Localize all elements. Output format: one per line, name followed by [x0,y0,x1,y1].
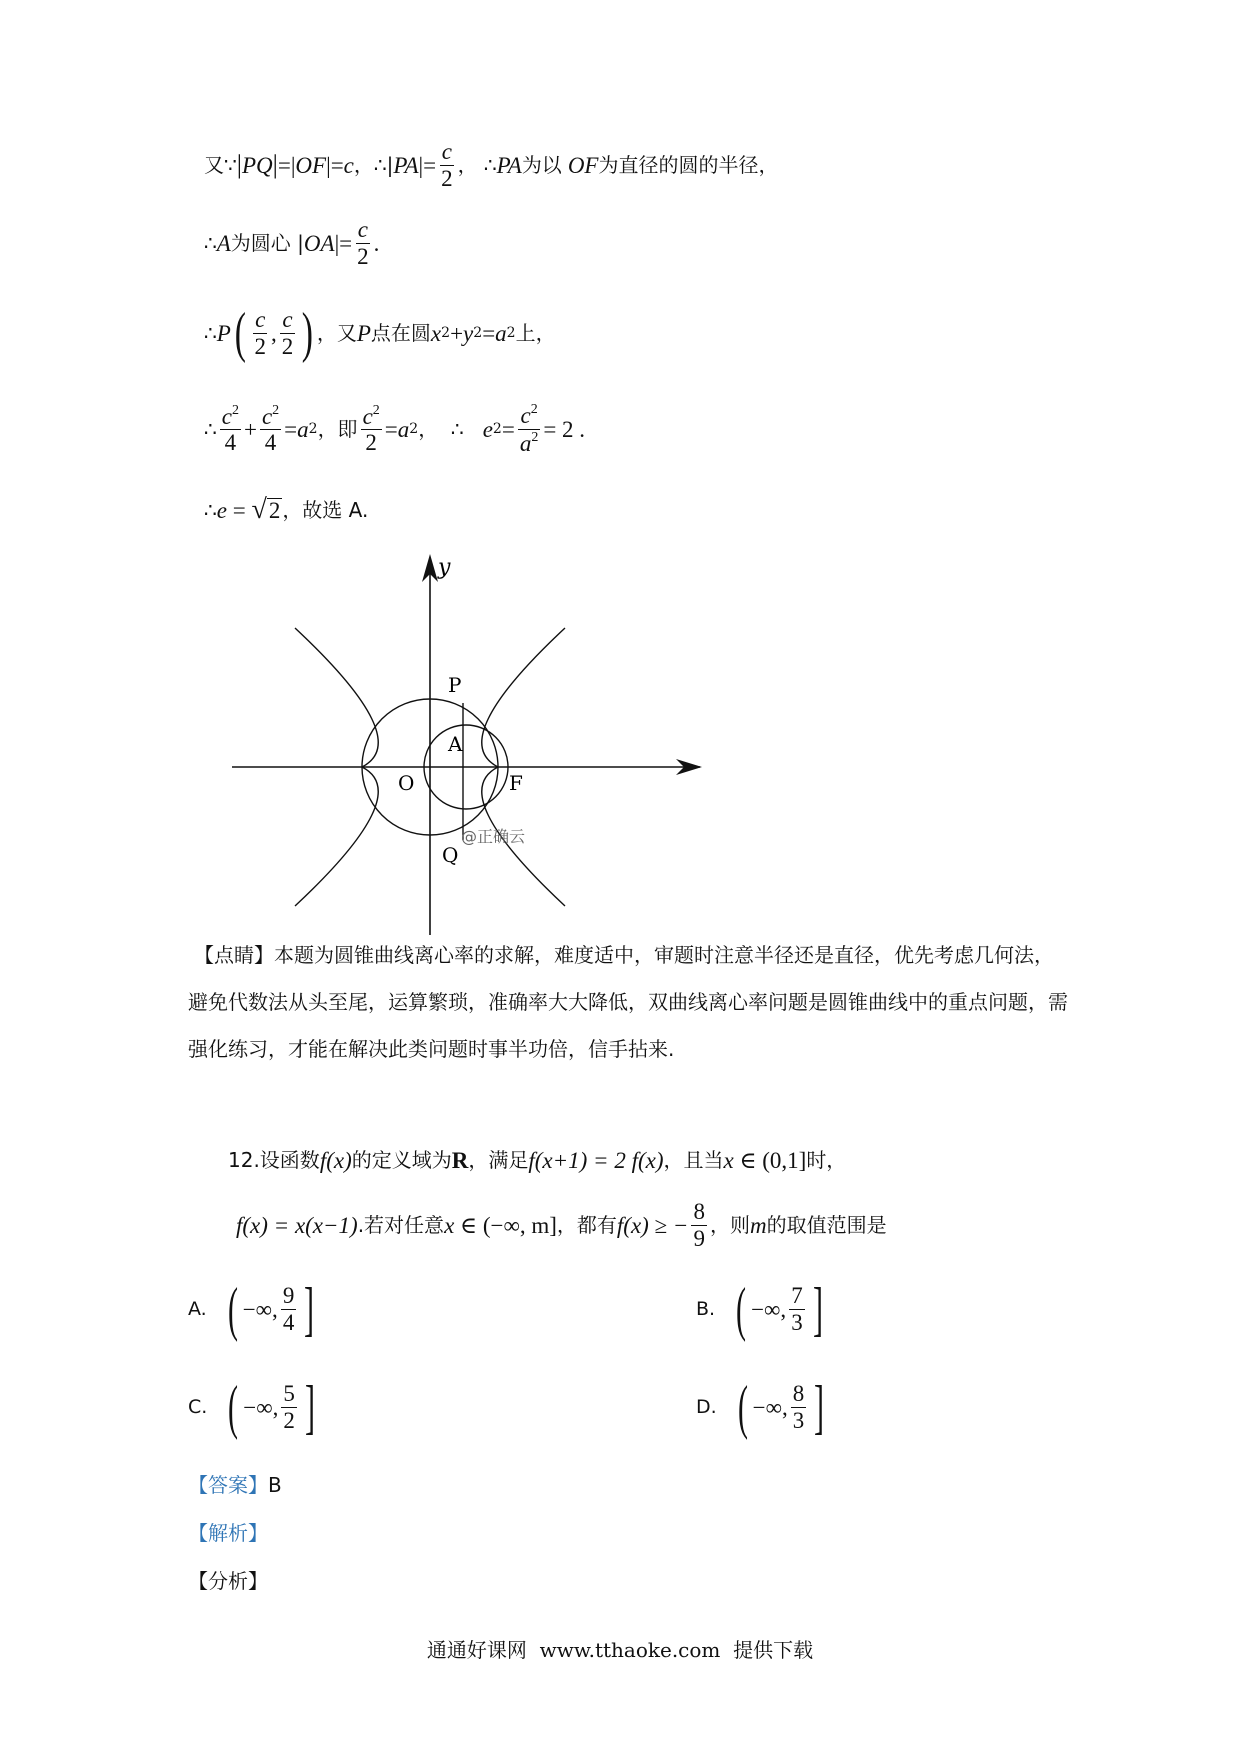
option-b[interactable]: B. ( −∞, $\frac{7}{3}$ ] [696,1276,823,1342]
label-a: A [448,732,463,756]
option-a[interactable]: A. ( −∞, $\frac{9}{4}$ ] [188,1276,315,1342]
watermark: @正确云 [461,827,526,846]
page-footer: 通通好课网 www.tthaoke.com 提供下载 [426,1638,814,1662]
question-12-line-2: f(x) = x(x−1) .若对任意 x ∈ (−∞, m] ，都有 f(x) ≥ − $\frac{8}{9}$ ，则 m 的取值范围是 [236,1199,887,1251]
option-c[interactable]: C. ( −∞, $\frac{5}{2}$ ] [188,1374,315,1440]
label-f: F [509,771,523,795]
label-q: Q [442,843,459,867]
label-p: P [448,673,462,697]
question-12-line-1: 12.设函数 f(x) 的定义域为 R ，满足 f(x+1) = 2 f(x) ，且当 x ∈ (0,1] 时， [228,1147,847,1173]
solution-line-5: ∴ e = √ 2 ，故选 A. [204,494,369,525]
solution-line-3: ∴ P ( $\frac{c}{2}$ , $\frac{c}{2}$ ) ，又 P 点在圆 x 2 + y 2 = a 2 上， [204,301,556,364]
answer-line: 【答案】 B [188,1473,282,1497]
remark-paragraph: 【点睛】本题为圆锥曲线离心率的求解，难度适中，审题时注意半径还是直径，优先考虑几何法，避免代数法从头至尾，运算繁琐，准确率大大降低，双曲线离心率问题是圆锥曲线中的重点问题，需强化练习，才能在解决此类问题时事半功倍，信手拈来. [188,943,1068,1061]
analysis-heading: 【解析】 [188,1521,268,1545]
fraction-c-over-2: $\frac{c}{2}$ [441,139,453,191]
solution-line-2: ∴ A 为圆心 | OA |= $\frac{c}{2}$ . [204,217,380,269]
fraction-c-over-2: $\frac{c}{2}$ [357,217,369,269]
label-y: y [438,555,451,580]
fenxi-heading: 【分析】 [188,1569,268,1593]
hyperbola-circle-figure [220,540,720,940]
option-d[interactable]: D. ( −∞, $\frac{8}{3}$ ] [696,1374,825,1440]
label-o: O [398,771,415,795]
solution-line-1: 又∵ | PQ | =| OF |= c ，∴| PA |= $\frac{c}{2}$ ， ∴ PA 为以 OF 为直径的圆的半径， [204,139,779,191]
solution-line-4: ∴ $\frac{c^2}{4}$ + $\frac{c^2}{4}$ = a 2 ，即 $\frac{c^2}{2}$ = a 2 ， ∴ e 2 = $\frac{c^2}{a^2}$ = 2 . [204,402,586,456]
